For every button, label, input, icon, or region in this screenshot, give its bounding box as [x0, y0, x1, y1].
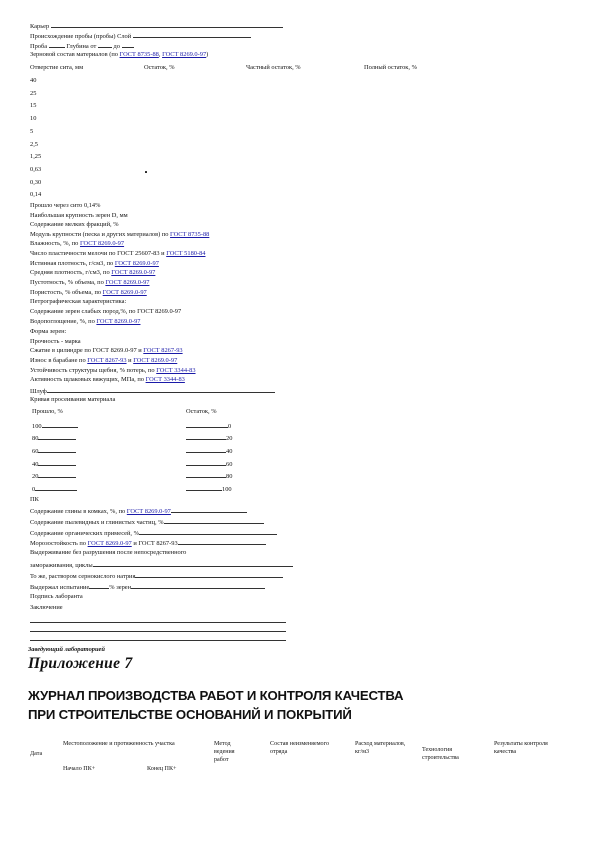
prop-line: Истинная плотность, г/см3, по ГОСТ 8269.0-97 — [30, 260, 159, 267]
prop-line: Выдерживание без разрушения после непосредственного — [30, 549, 187, 556]
gost-link[interactable]: ГОСТ 8269.0-97 — [87, 540, 132, 547]
gost-link[interactable]: ГОСТ 8269.0-97 — [162, 51, 207, 58]
gost-link[interactable]: ГОСТ 8735-88 — [170, 231, 210, 238]
col-total-remainder: Полный остаток, % — [364, 64, 417, 71]
gost-link[interactable]: ГОСТ 8269.0-97 — [111, 269, 156, 276]
stray-dot — [145, 171, 147, 173]
conclusion-label: Заключение — [30, 604, 63, 611]
prop-line: Число пластичности мелочи по ГОСТ 25607-83 и ГОСТ 5180-84 — [30, 250, 206, 257]
journal-title-line2: ПРИ СТРОИТЕЛЬСТВЕ ОСНОВАНИЙ И ПОКРЫТИЙ — [28, 707, 352, 722]
signature-label: Заведующий лабораторией — [28, 646, 105, 653]
prop-line: Средняя плотность, г/см3, по ГОСТ 8269.0-97 — [30, 269, 156, 276]
prop-line: Содержание органических примесей, % — [30, 528, 277, 538]
grain-label: Зерновой состав материалов (по — [30, 51, 118, 58]
passed-row: 40 — [32, 459, 76, 469]
gost-link[interactable]: ГОСТ 8269.0-97 — [96, 318, 141, 325]
remaining-row: 0 — [186, 421, 231, 431]
sample-blank — [49, 41, 65, 48]
prop-line: Пористость, % объема, по ГОСТ 8269.0-97 — [30, 289, 147, 296]
quarry-label: Карьер — [30, 23, 50, 30]
prop-line: Кривая просеивания материала — [30, 396, 116, 403]
th-location: Местоположение и протяженность участка — [63, 741, 175, 747]
conclusion-line — [30, 640, 286, 641]
gost-link[interactable]: ГОСТ 8267-93 — [143, 347, 183, 354]
th-date: Дата — [30, 751, 43, 757]
place-label: Происхождение пробы (пробы) Слой — [30, 33, 132, 40]
sieve-size: 15 — [30, 102, 37, 109]
prop-line: Форма зерен: — [30, 328, 67, 335]
depth-from-blank — [98, 41, 112, 48]
gost-link[interactable]: ГОСТ 8735-88 — [119, 51, 159, 58]
gost-link[interactable]: ГОСТ 8269.0-97 — [126, 508, 171, 515]
sieve-size: 2,5 — [30, 141, 38, 148]
prop-line: Наибольшая крупность зерен D, мм — [30, 212, 128, 219]
prop-line: Влажность, %, по ГОСТ 8269.0-97 — [30, 240, 125, 247]
prop-line: Прошло через сито 0,14% — [30, 202, 101, 209]
prop-line: Сжатие в цилиндре по ГОСТ 8269.0-97 и ГОСТ 8267-93 — [30, 347, 183, 354]
prop-line: Содержание пылевидных и глинистых частиц, % — [30, 517, 264, 527]
prop-line: замораживания, циклы — [30, 560, 293, 570]
col-sieve-size: Отверстие сита, мм — [30, 64, 84, 71]
sieve-size: 0,14 — [30, 191, 42, 198]
sieve-size: 10 — [30, 115, 37, 122]
sieve-size: 0,63 — [30, 166, 42, 173]
sample-line — [30, 41, 134, 51]
passed-row: 80 — [32, 433, 76, 443]
th-results: Результаты контроля качества — [494, 741, 548, 756]
gost-link[interactable]: ГОСТ 8269.0-97 — [79, 240, 125, 247]
th-consumption: Расход материалов, кг/м3 — [355, 741, 406, 756]
gost-link[interactable]: ГОСТ 8269.0-97 — [102, 289, 147, 296]
remaining-row: 80 — [186, 471, 232, 481]
prop-line: Содержание мелких фракций, % — [30, 221, 119, 228]
depth-label: Глубина от — [66, 43, 97, 50]
passed-row: 100 — [32, 421, 78, 431]
gost-link[interactable]: ГОСТ 8267-93 — [87, 357, 127, 364]
remaining-row: 100 — [186, 484, 232, 494]
passed-row: 60 — [32, 446, 76, 456]
th-end: Конец ПК+ — [147, 766, 177, 772]
remaining-row: 40 — [186, 446, 232, 456]
prop-line: Петрографическая характеристика: — [30, 298, 127, 305]
passed-row: 0 — [32, 484, 77, 494]
prop-line: Модуль крупности (песка и других материалов) по ГОСТ 8735-88 — [30, 231, 210, 238]
prop-line: Прочность - марка — [30, 338, 81, 345]
appendix-title: Приложение 7 — [28, 655, 133, 672]
col-remaining: Остаток, % — [186, 408, 217, 415]
sieve-size: 40 — [30, 77, 37, 84]
slide-blank — [47, 386, 275, 393]
prop-line: Шлуф — [30, 386, 275, 396]
grain-sep: , — [158, 51, 161, 58]
grain-line — [30, 51, 208, 59]
th-start: Начало ПК+ — [63, 766, 96, 772]
sieve-size: 1,25 — [30, 153, 42, 160]
remaining-row: 60 — [186, 459, 232, 469]
prop-line: Содержание зерен слабых пород,%, по ГОСТ 8269.0-97 — [30, 308, 182, 315]
gost-link[interactable]: ГОСТ 8269.0-97 — [133, 357, 178, 364]
prop-line: Водопоглощение, %, по ГОСТ 8269.0-97 — [30, 318, 141, 325]
journal-title-line1: ЖУРНАЛ ПРОИЗВОДСТВА РАБОТ И КОНТРОЛЯ КАЧЕСТВА — [28, 688, 404, 703]
prop-line: Пустотность, % объема, по ГОСТ 8269.0-97 — [30, 279, 150, 286]
grain-suffix: ) — [206, 51, 209, 58]
prop-line: То же, раствором сернокислого натрия — [30, 571, 283, 581]
depth-to-label: до — [113, 43, 120, 50]
remaining-row: 20 — [186, 433, 232, 443]
th-method: Метод ведения работ — [214, 741, 235, 764]
sieve-size: 5 — [30, 128, 34, 135]
th-technology: Технология строительства — [422, 747, 459, 762]
prop-line: Содержание глины в комках, %, по ГОСТ 8269.0-97 — [30, 506, 247, 516]
depth-to-blank — [122, 41, 134, 48]
gost-link[interactable]: ГОСТ 8269.0-97 — [105, 279, 150, 286]
col-partial-remainder: Частный остаток, % — [246, 64, 301, 71]
place-blank — [133, 31, 251, 38]
sample-label: Проба — [30, 43, 48, 50]
sieve-size: 25 — [30, 90, 37, 97]
prop-line: Устойчивость структуры щебня, % потерь, по ГОСТ 3344-83 — [30, 367, 196, 374]
col-remainder: Остаток, % — [144, 64, 175, 71]
col-passed: Прошло, % — [32, 408, 63, 415]
gost-link[interactable]: ГОСТ 5180-84 — [166, 250, 206, 257]
gost-link[interactable]: ГОСТ 8269.0-97 — [114, 260, 159, 267]
prop-line: Выдержал испытание % зерен — [30, 582, 265, 592]
quarry-blank — [51, 21, 283, 28]
prop-line: Износ в барабане по ГОСТ 8267-93 и ГОСТ 8269.0-97 — [30, 357, 178, 364]
th-composition: Состав неизменяемого отряда — [270, 741, 329, 756]
prop-line: Активность щлаковых вяжущих, МПа, по ГОСТ 3344-83 — [30, 376, 185, 383]
pk-line: ПК — [30, 496, 39, 503]
quarry-line — [30, 21, 283, 31]
conclusion-line — [30, 622, 286, 623]
prop-line: Подпись лаборанта — [30, 593, 83, 600]
place-line — [30, 31, 251, 41]
passed-row: 20 — [32, 471, 76, 481]
gost-link[interactable]: ГОСТ 3344-83 — [156, 367, 196, 374]
conclusion-line — [30, 631, 286, 632]
prop-line: Морозостойкость по ГОСТ 8269.0-97 и ГОСТ 8267-93 — [30, 538, 266, 548]
sieve-size: 0,30 — [30, 179, 42, 186]
gost-link[interactable]: ГОСТ 3344-83 — [145, 376, 185, 383]
